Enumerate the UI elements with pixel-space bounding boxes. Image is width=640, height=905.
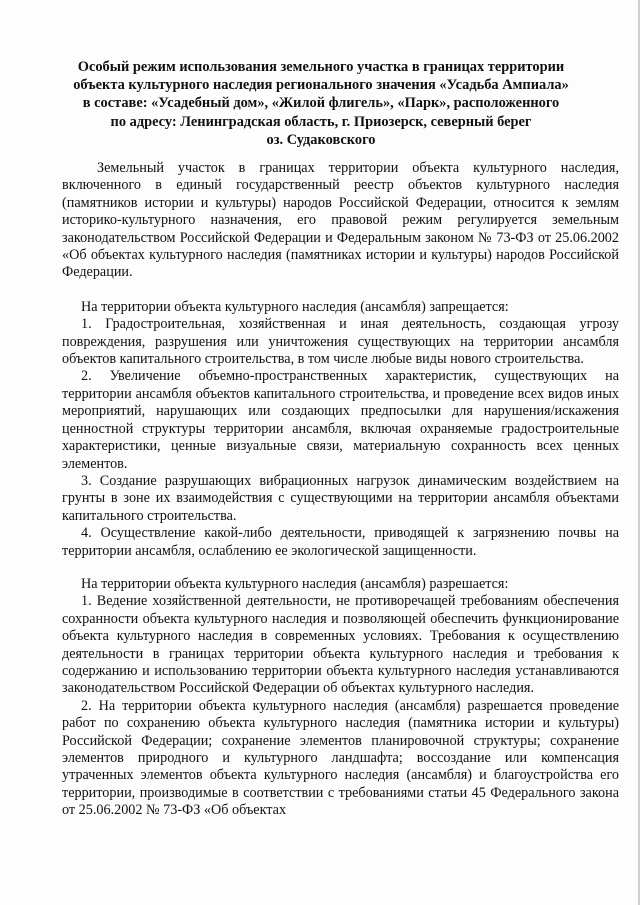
title-line: оз. Судаковского [266,131,376,148]
prohibited-item: 2. Увеличение объемно-пространственных характеристик, существующих на территории ансамбля объектов капитального строительства, и проведение всех видов иных мероприятий, нарушающих или создающих предпосылки для нарушения/искажения ценностной структуры территории ансамбля, включая охраняемые градостроительные характеристики, ценные визуальные связи, материальную сохранность всех ценных элементов. [62,368,619,472]
document-title [62,58,580,149]
title-line: Особый режим использования земельного участка в границах территории [77,59,565,75]
prohibited-item: 3. Создание разрушающих вибрационных нагрузок динамическим воздействием на грунты в зоне их взаимодействия с существующими на территории ансамбля объектами капитального строительства. [62,472,619,524]
prohibited-heading: На территории объекта культурного наследия (ансамбля) запрещается: [81,298,509,315]
title-line: объекта культурного наследия регионального значения «Усадьба Ампиала» [73,77,569,94]
document-body [62,160,619,820]
permitted-item: 1. Ведение хозяйственной деятельности, не противоречащей требованиям обеспечения сохранности объекта культурного наследия и позволяющей обеспечить функционирование объекта культурного наследия в современных условиях. Требования к осуществлению деятельности в границах территории объекта культурного наследия и требования к содержанию и использованию территории объекта культурного наследия устанавливаются законодательством Российской Федерации об объектах культурного наследия. [62,593,619,697]
permitted-heading: На территории объекта культурного наследия (ансамбля) разрешается: [81,575,509,592]
spacer [62,560,619,576]
title-line: по адресу: Ленинградская область, г. Приозерск, северный берег [110,113,532,130]
permitted-item: 2. На территории объекта культурного наследия (ансамбля) разрешается проведение работ по сохранению объекта культурного наследия (памятника истории и культуры) Российской Федерации; сохранение элементов планировочной структуры; сохранение элементов природного и культурного ландшафта; воссоздание или компенсация утраченных элементов объекта культурного наследия (ансамбля) и благоустройства его территории, производимые в соответствии с требованиями статьи 45 Федерального закона от 25.06.2002 № 73-ФЗ «Об объектах [62,697,619,819]
prohibited-item: 1. Градостроительная, хозяйственная и иная деятельность, создающая угрозу повреждения, разрушения или уничтожения существующих на территории ансамбля объектов капитального строительства, в том числе любые виды нового строительства. [62,316,619,368]
prohibited-item: 4. Осуществление какой-либо деятельности, приводящей к загрязнению почвы на территории ансамбля, ослаблению ее экологической защищенности. [62,525,619,559]
title-line: в составе: «Усадебный дом», «Жилой флигель», «Парк», расположенного [82,95,560,112]
intro-paragraph: Земельный участок в границах территории объекта культурного наследия, включенного в единый государственный реестр объектов культурного наследия (памятников истории и культуры) народов Российской Федерации, относится к землям историко-культурного назначения, его правовой режим регулируется земельным законодательством Российской Федерации и Федеральным законом № 73-ФЗ от 25.06.2002 «Об объектах культурного наследия (памятниках истории и культуры) народов Российской Федерации. [62,160,619,281]
spacer [62,282,619,299]
